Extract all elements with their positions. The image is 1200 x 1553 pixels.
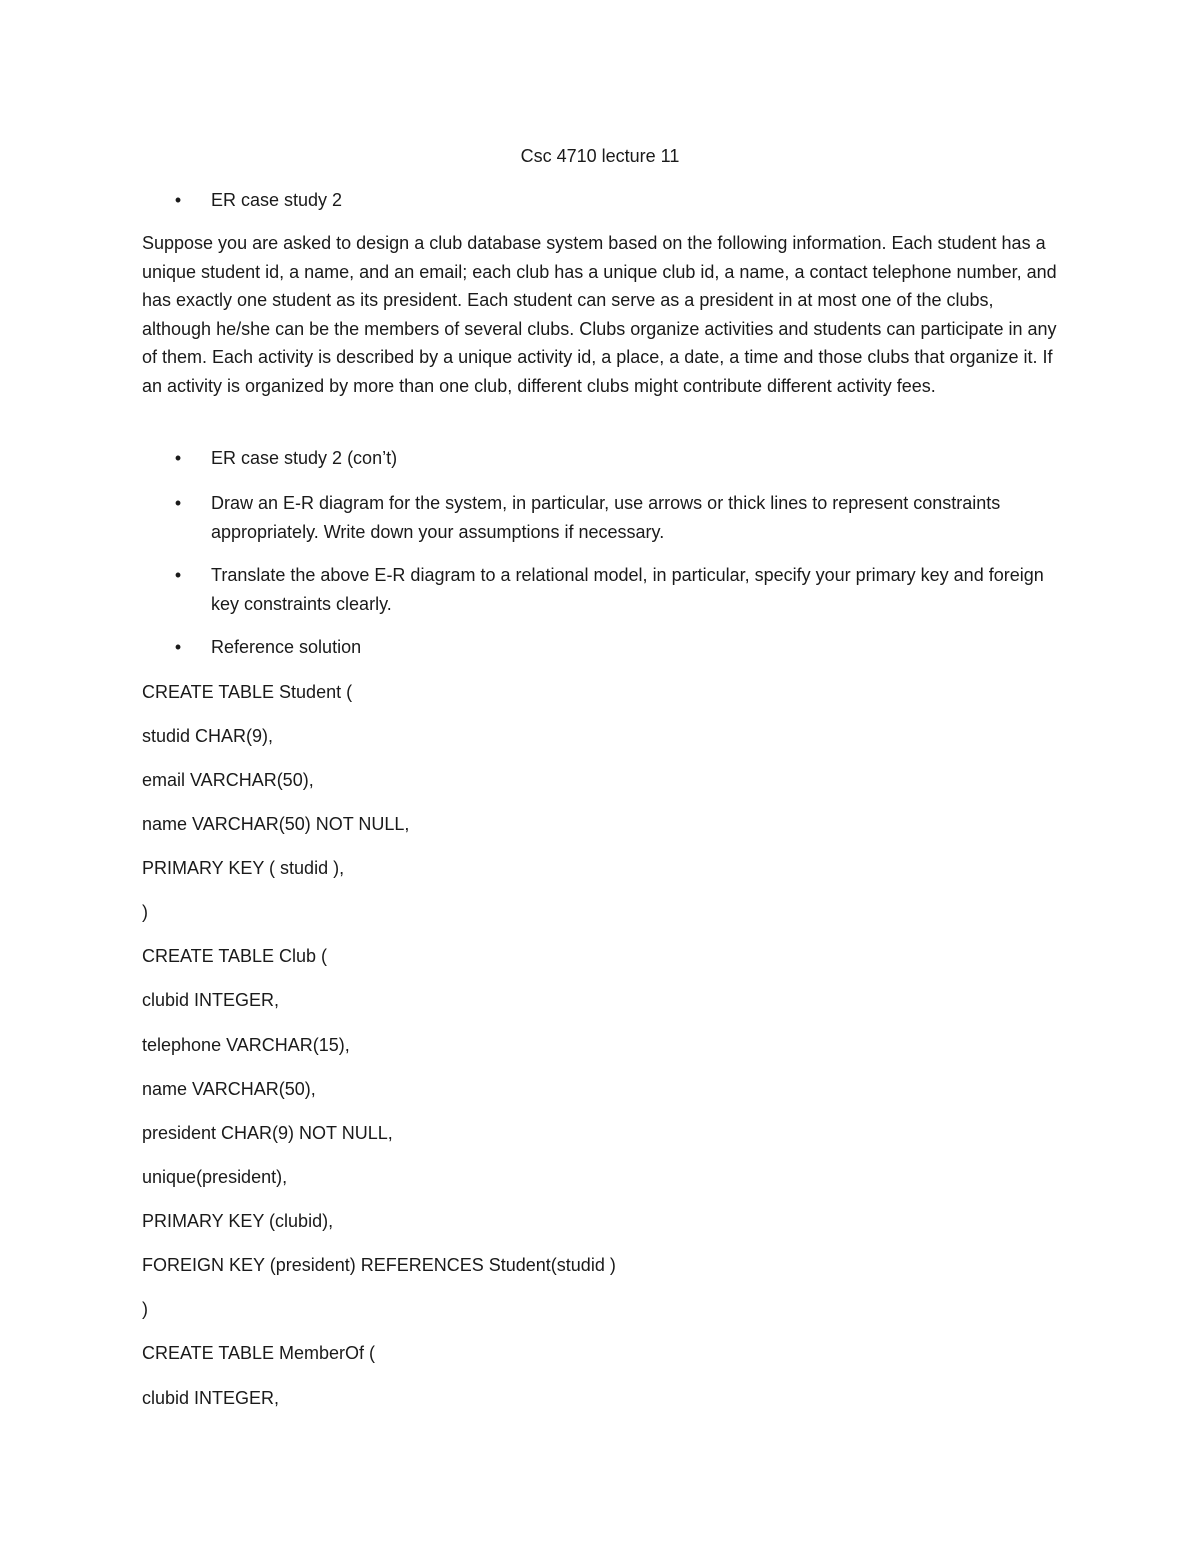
sql-line: PRIMARY KEY ( studid ), [142,858,345,878]
bullet-text: ER case study 2 (con’t) [211,448,398,468]
sql-line: CREATE TABLE Student ( [142,682,353,702]
sql-line: president CHAR(9) NOT NULL, [142,1123,393,1143]
bullet-icon: • [174,493,182,513]
sql-line: telephone VARCHAR(15), [142,1035,350,1055]
sql-line: ) [142,902,148,922]
intro-paragraph: Suppose you are asked to design a club database system based on the following information. Each student has a unique student id, a name, and an email; each club has a unique club id, a name, a contact telephone number, and has exactly one student as its president. Each student can serve as a president in at most one of the clubs, although he/she can be the members of several clubs. Clubs organize activities and students can participate in any of them. Each activity is described by a unique activity id, a place, a date, a time and those clubs that organize it. If an activity is organized by more than one club, different clubs might contribute different activity fees. [142,233,1057,396]
sql-line: email VARCHAR(50), [142,770,314,790]
sql-line: CREATE TABLE MemberOf ( [142,1343,376,1363]
bullet-text: Reference solution [211,637,362,657]
bullet-text: ER case study 2 [211,190,343,210]
sql-line: unique(president), [142,1167,288,1187]
sql-line: FOREIGN KEY (president) REFERENCES Student(studid ) [142,1255,616,1275]
bullet-icon: • [174,190,182,210]
sql-line: PRIMARY KEY (clubid), [142,1211,334,1231]
sql-line: ) [142,1299,148,1319]
bullet-icon: • [174,565,182,585]
document-title: Csc 4710 lecture 11 [520,146,680,166]
sql-line: clubid INTEGER, [142,990,280,1010]
sql-line: name VARCHAR(50) NOT NULL, [142,814,410,834]
bullet-text: Draw an E-R diagram for the system, in particular, use arrows or thick lines to represent constraints appropriately. Write down your assumptions if necessary. [211,493,1001,542]
bullet-icon: • [174,637,182,657]
sql-line: name VARCHAR(50), [142,1079,316,1099]
bullet-icon: • [174,448,182,468]
sql-line: CREATE TABLE Club ( [142,946,328,966]
sql-line: studid CHAR(9), [142,726,274,746]
sql-line: clubid INTEGER, [142,1388,280,1408]
bullet-text: Translate the above E-R diagram to a relational model, in particular, specify your primary key and foreign key constraints clearly. [211,565,1044,614]
